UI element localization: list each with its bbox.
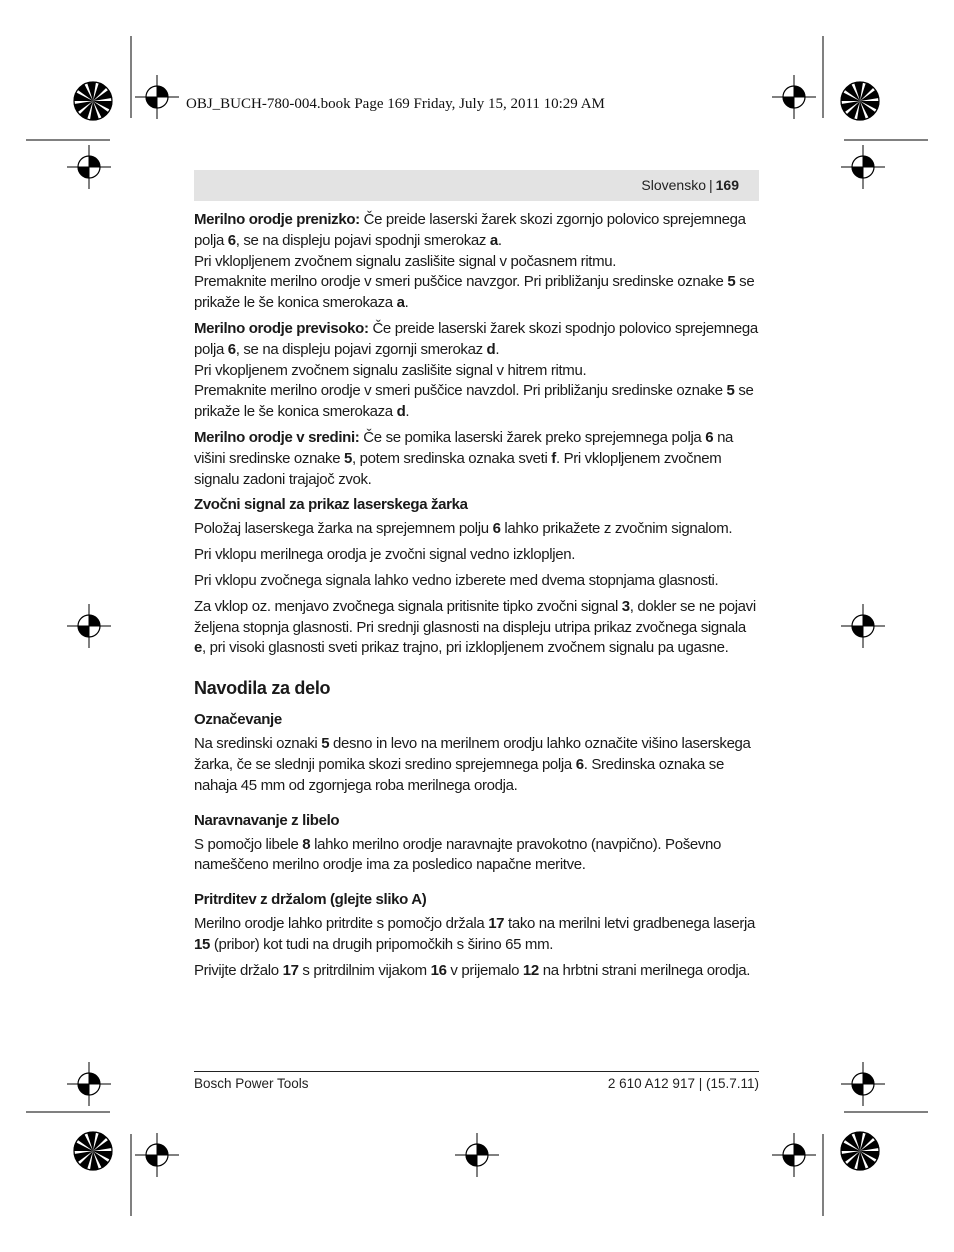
text-run: , potem sredinska oznaka sveti <box>352 449 552 467</box>
text-run: Če preide laserski žarek skozi spodnjo polovico sprejemnega polja <box>194 319 758 358</box>
text-run: Na sredinski oznaki <box>194 735 322 753</box>
bold-text: 6 <box>227 231 236 249</box>
print-slug: OBJ_BUCH-780-004.book Page 169 Friday, July 15, 2011 10:29 AM <box>186 96 605 112</box>
subsection-heading <box>194 890 760 910</box>
paragraph <box>194 835 760 877</box>
paragraph <box>194 210 760 314</box>
footer-brand: Bosch Power Tools <box>194 1076 309 1091</box>
subsection-heading <box>194 495 760 515</box>
bold-text: 5 <box>321 735 330 753</box>
text-run: . <box>497 231 502 249</box>
text-run: Položaj laserskega žarka na sprejemnem polju <box>194 520 493 538</box>
bold-text: f <box>551 449 556 467</box>
paragraph <box>194 428 760 490</box>
footer-doc-id: 2 610 A12 917 | (15.7.11) <box>607 1076 759 1091</box>
text-run: S pomočjo libele <box>194 835 303 853</box>
header-separator: | <box>709 177 713 193</box>
text-run: Če preide laserski žarek skozi zgornjo polovico sprejemnega polja <box>194 211 746 249</box>
text-run: Pri vkopljenem zvočnem signalu zaslišite signal v hitrem ritmu. <box>194 361 587 379</box>
bold-text: 6 <box>705 428 714 446</box>
paragraph <box>194 734 760 796</box>
text-run: Pri vklopu merilnega orodja je zvočni signal vedno izklopljen. <box>194 546 576 564</box>
text-run: v prijemalo <box>446 961 523 979</box>
paragraph <box>194 519 760 540</box>
paragraph <box>194 571 760 592</box>
text-run: Pri vklopu zvočnega signala lahko vedno izberete med dvema stopnjama glasnosti. <box>194 571 719 589</box>
paragraph <box>194 319 760 423</box>
bold-text: 17 <box>488 915 505 933</box>
text-run: Merilno orodje lahko pritrdite s pomočjo držala <box>194 915 489 933</box>
bold-text: a <box>489 231 498 249</box>
text-run: . <box>495 340 500 358</box>
text-run: s pritrdilnim vijakom <box>298 961 431 979</box>
text-run: . <box>404 294 409 312</box>
bold-text: 15 <box>194 935 210 953</box>
text-run: se prikaže le še konica smerokaza <box>194 382 754 421</box>
paragraph <box>194 961 760 982</box>
paragraph <box>194 545 760 566</box>
bold-text: 12 <box>522 961 539 979</box>
text-run: Označevanje <box>194 711 282 729</box>
bold-text: Merilno orodje v sredini: <box>194 428 360 446</box>
bold-text: e <box>194 639 202 657</box>
page-number: 169 <box>715 177 739 193</box>
text-run: Pri vklopljenem zvočnem signalu zaslišite signal v počasnem ritmu. <box>194 252 617 270</box>
bold-text: 3 <box>621 597 630 615</box>
section-heading <box>194 677 760 699</box>
paragraph <box>194 914 760 956</box>
text-run: Navodila za delo <box>194 678 331 699</box>
bold-text: 5 <box>727 273 736 291</box>
bold-text: 8 <box>302 835 311 853</box>
bold-text: Merilno orodje prenizko: <box>194 211 360 228</box>
subsection-heading <box>194 811 760 831</box>
text-run: tako na merilni letvi gradbenega laserja <box>504 915 755 933</box>
text-run: Premaknite merilno orodje v smeri puščice navzgor. Pri približanju sredinske oznake <box>194 273 728 291</box>
text-run: Premaknite merilno orodje v smeri puščice navzdol. Pri približanju sredinske oznake <box>194 382 727 400</box>
text-run: . Sredinska oznaka se nahaja 45 mm od zgornjega roba merilnega orodja. <box>194 755 724 794</box>
text-run: Pritrditev z držalom (glejte sliko A) <box>194 891 427 909</box>
text-run: se prikaže le še konica smerokaza <box>194 273 755 312</box>
text-run: Če se pomika laserski žarek preko sprejemnega polja <box>359 428 706 446</box>
text-run: desno in levo na merilnem orodju lahko označite višino laserskega žarka, če se slednji pomika skozi sredino sprejemnega polja <box>194 735 751 773</box>
bold-text: 5 <box>344 449 353 467</box>
page-header-band <box>194 170 759 201</box>
text-run: Zvočni signal za prikaz laserskega žarka <box>194 496 468 514</box>
text-run: lahko merilno orodje naravnajte pravokotno (navpično). Poševno nameščeno merilno orodje ima za posledico napačne meritve. <box>194 835 721 874</box>
text-run: , pri visoki glasnosti sveti prikaz trajno, pri izklopljenem zvočnem signalu pa ugasne. <box>202 639 729 657</box>
bold-text: Merilno orodje previsoko: <box>194 319 369 337</box>
bold-text: 16 <box>430 961 447 979</box>
bold-text: 17 <box>282 961 299 979</box>
page-body <box>194 210 760 987</box>
text-run: (pribor) kot tudi na drugih pripomočkih s širino 65 mm. <box>210 935 554 953</box>
page-header <box>641 177 739 193</box>
text-run: , dokler se ne pojavi željena stopnja glasnosti. Pri srednji glasnosti na displeju utripa prikaz zvočnega signala <box>194 597 756 636</box>
paragraph <box>194 597 760 659</box>
text-run: . Pri vklopljenem zvočnem signalu zadoni trajajoč zvok. <box>194 449 722 488</box>
bold-text: 6 <box>575 755 584 773</box>
text-run: Za vklop oz. menjavo zvočnega signala pritisnite tipko zvočni signal <box>194 597 622 615</box>
bold-text: d <box>396 403 406 421</box>
text-run: . <box>405 403 410 421</box>
text-run: lahko prikažete z zvočnim signalom. <box>500 520 733 538</box>
subsection-heading <box>194 710 760 730</box>
header-language: Slovensko <box>641 177 706 193</box>
text-run: , se na displeju pojavi spodnji smerokaz <box>235 231 490 249</box>
footer-rule <box>194 1071 759 1072</box>
text-run: Privijte držalo <box>194 961 283 979</box>
text-run: na hrbtni strani merilnega orodja. <box>538 961 751 979</box>
bold-text: 6 <box>492 520 501 538</box>
bold-text: d <box>486 340 496 358</box>
text-run: Naravnavanje z libelo <box>194 811 340 829</box>
bold-text: 5 <box>726 382 735 400</box>
text-run: , se na displeju pojavi zgornji smerokaz <box>235 340 487 358</box>
bold-text: a <box>396 294 405 312</box>
bold-text: 6 <box>227 340 236 358</box>
text-run: na višini sredinske oznake <box>194 428 734 467</box>
